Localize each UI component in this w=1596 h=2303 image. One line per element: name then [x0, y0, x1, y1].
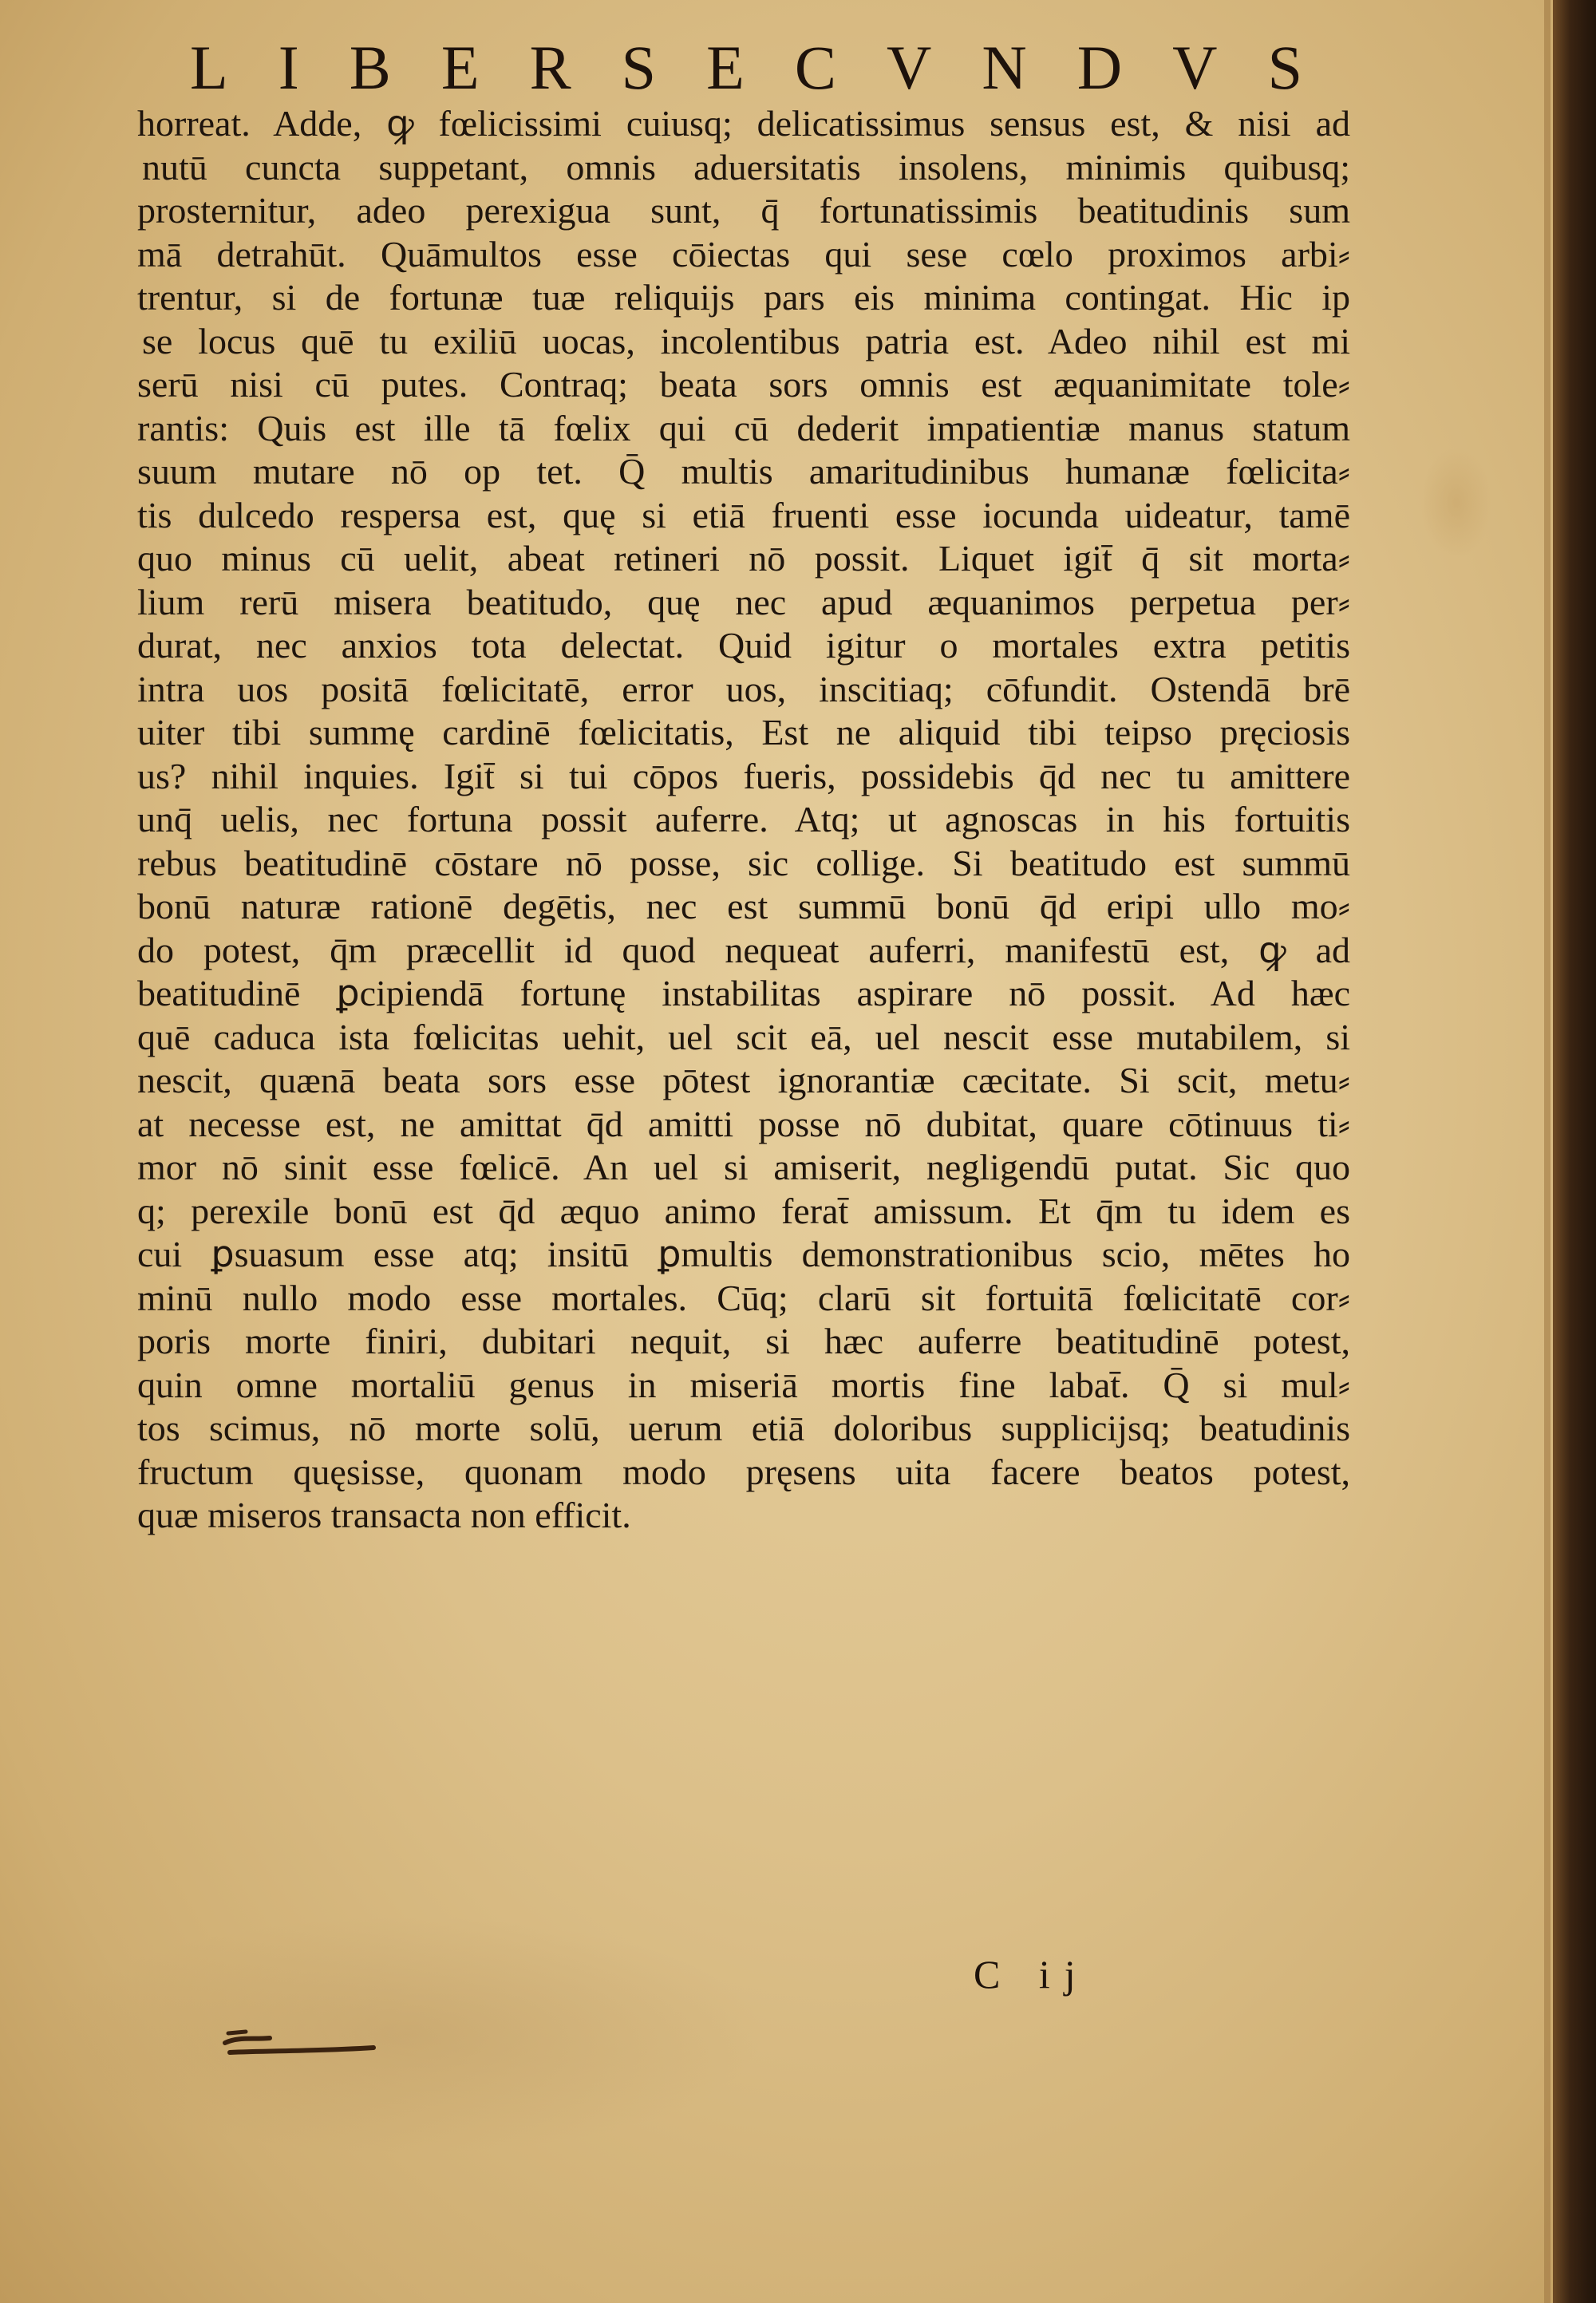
text-line: prosternitur, adeo perexigua sunt, q̄ fortunatissimis beatitudinis sum: [137, 190, 1350, 231]
running-title-letter: I: [278, 33, 304, 102]
running-title-letter: S: [1267, 33, 1307, 102]
running-title-letter: L: [190, 33, 233, 102]
running-title-letter: C: [794, 33, 841, 102]
text-line: se locus quē tu exiliū uocas, incolentibus patria est. Adeo nihil est mi: [142, 320, 1350, 361]
text-line: nescit, quænā beata sors esse pōtest ignorantiæ cæcitate. Si scit, metu⸗: [137, 1060, 1350, 1100]
running-title-letter: V: [1172, 33, 1223, 102]
text-line: quæ miseros transacta non efficit.: [137, 1495, 631, 1535]
text-line: quē caduca ista fœlicitas uehit, uel scit eā, uel nescit esse mutabilem, si: [137, 1016, 1350, 1057]
text-line: mā detrahūt. Quāmultos esse cōiectas qui sese cœlo proximos arbi⸗: [137, 233, 1350, 275]
text-line: tis dulcedo respersa est, quę si etiā fruenti esse iocunda uideatur, tamē: [137, 494, 1350, 535]
text-line: durat, nec anxios tota delectat. Quid igitur o mortales extra petitis: [137, 625, 1350, 666]
body-text: [137, 102, 1350, 1538]
text-line: bonū naturæ rationē degētis, nec est summū bonū q̄d eripi ullo mo⸗: [137, 886, 1350, 926]
text-line: lium rerū misera beatitudo, quę nec apud æquanimos perpetua per⸗: [137, 581, 1350, 622]
running-title-letter: R: [529, 33, 576, 102]
text-line: horreat. Adde, ꝙ fœlicissimi cuiusq; delicatissimus sensus est, & nisi ad: [137, 103, 1350, 144]
running-title-letter: S: [621, 33, 662, 102]
running-title-letter: E: [440, 33, 484, 102]
text-line: mor nō sinit esse fœlicē. An uel si amiserit, negligendū putat. Sic quo: [137, 1147, 1350, 1187]
paper-stain: [1420, 447, 1492, 559]
paper-stain: [48, 1915, 766, 2155]
text-line: tos scimus, nō morte solū, uerum etiā doloribus supplicijsq; beatudinis: [137, 1408, 1350, 1448]
running-title-letter: B: [349, 33, 396, 102]
text-line: trentur, si de fortunæ tuæ reliquijs pars eis minima contingat. Hic ip: [137, 277, 1350, 318]
running-title-letter: E: [706, 33, 749, 102]
ink-flourish: [222, 2019, 381, 2067]
signature-mark: C ij: [974, 1952, 1090, 1997]
text-line: us? nihil inquies. Igit̄ si tui cōpos fueris, possidebis q̄d nec tu amittere: [137, 755, 1350, 796]
text-line: intra uos positā fœlicitatē, error uos, inscitiaq; cōfundit. Ostendā brē: [137, 668, 1350, 709]
text-line: quo minus cū uelit, abeat retineri nō possit. Liquet igit̄ q̄ sit morta⸗: [137, 538, 1350, 579]
text-line: fructum quęsisse, quonam modo pręsens uita facere beatos potest,: [137, 1451, 1350, 1492]
text-line: suum mutare nō op tet. Q̄ multis amaritudinibus humanæ fœlicita⸗: [137, 451, 1350, 492]
text-line: cui ꝑsuasum esse atq; insitū ꝑmultis demonstrationibus scio, mētes ho: [137, 1234, 1350, 1274]
running-title-letter: N: [982, 33, 1032, 102]
running-title-letter: D: [1077, 33, 1128, 102]
book-gutter: [1553, 0, 1596, 2303]
text-line: serū nisi cū putes. Contraq; beata sors omnis est æquanimitate tole⸗: [137, 364, 1350, 405]
text-line: uiter tibi summę cardinē fœlicitatis, Est ne aliquid tibi teipso pręciosis: [137, 712, 1350, 753]
text-line: q; perexile bonū est q̄d æquo animo ferat̄ amissum. Et q̄m tu idem es: [137, 1190, 1350, 1231]
running-title: [190, 32, 1307, 104]
text-line: rebus beatitudinē cōstare nō posse, sic collige. Si beatitudo est summū: [137, 842, 1350, 883]
text-line: rantis: Quis est ille tā fœlix qui cū dederit impatientiæ manus statum: [137, 407, 1350, 448]
page-edge: [1544, 0, 1551, 2303]
text-line: minū nullo modo esse mortales. Cūq; clarū sit fortuitā fœlicitatē cor⸗: [137, 1277, 1350, 1318]
running-title-letter: V: [886, 33, 937, 102]
text-line: poris morte finiri, dubitari nequit, si hæc auferre beatitudinē potest,: [137, 1321, 1350, 1361]
text-line: at necesse est, ne amittat q̄d amitti posse nō dubitat, quare cōtinuus ti⸗: [137, 1103, 1350, 1144]
text-line: do potest, q̄m præcellit id quod nequeat auferri, manifestū est, ꝙ ad: [137, 929, 1350, 970]
text-line: nutū cuncta suppetant, omnis aduersitatis insolens, minimis quibusq;: [142, 146, 1350, 188]
text-line: beatitudinē ꝑcipiendā fortunę instabilitas aspirare nō possit. Ad hæc: [137, 973, 1350, 1013]
text-line: quin omne mortaliū genus in miseriā mortis fine labat̄. Q̄ si mul⸗: [137, 1364, 1350, 1405]
text-line: unq̄ uelis, nec fortuna possit auferre. Atq; ut agnoscas in his fortuitis: [137, 799, 1350, 839]
